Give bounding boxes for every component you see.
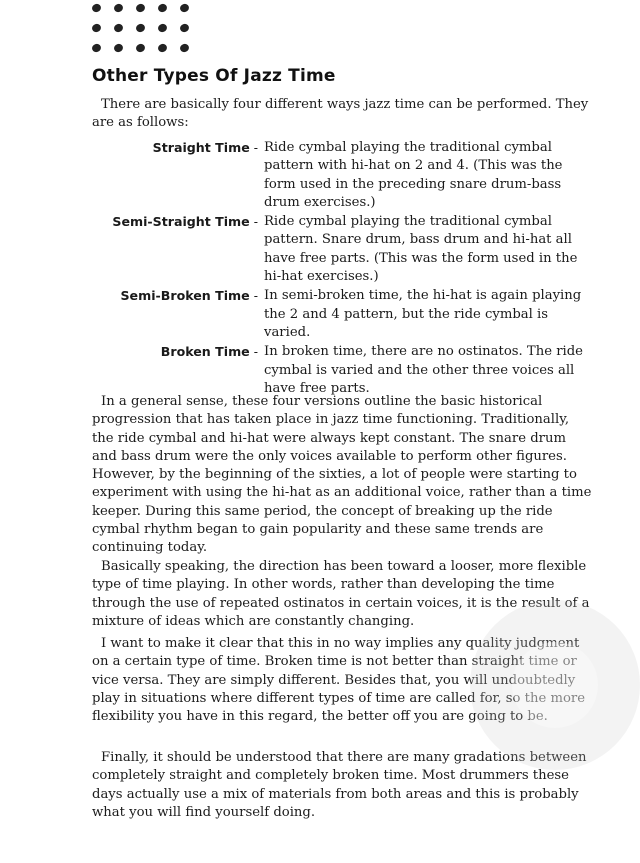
dot <box>91 23 102 34</box>
dot <box>157 43 168 54</box>
term-dash: - <box>253 288 258 304</box>
body-paragraph-2: Basically speaking, the direction has been toward a looser, more flexible type of time playing. In other words, rather than developing the time through the use of repeated ostinatos in certain voices, it is the result of a mixture of ideas which are constantly changing. <box>92 559 590 629</box>
term-label: Semi-Straight Time <box>112 214 250 230</box>
dot <box>113 23 124 34</box>
term-label: Straight Time <box>152 140 250 155</box>
dot <box>91 3 102 14</box>
definition-semi-straight-time <box>92 213 592 286</box>
dot <box>113 43 124 54</box>
body-paragraph-4: Finally, it should be understood that there are many gradations between completely straight and completely broken time. Most drummers these days actually use a mix of materials from both areas and this is probably what you will find yourself doing. <box>92 750 587 820</box>
definition-term <box>92 343 258 398</box>
definition-term <box>92 213 258 286</box>
dot <box>157 3 168 14</box>
dot <box>179 43 190 54</box>
dot <box>179 3 190 14</box>
dot-row <box>92 24 202 32</box>
dot <box>135 43 146 54</box>
dot <box>113 3 124 14</box>
term-dash: - <box>253 214 258 230</box>
dot-row <box>92 44 202 52</box>
term-dash: - <box>253 344 258 360</box>
body-paragraph-1: In a general sense, these four versions outline the basic historical progression that has taken place in jazz time functioning. Traditionally, the ride cymbal and hi-hat were always kept constant. The snare drum and bass drum were the only voices available to perform other figures. However, by the beginning of the sixties, a lot of people were starting to experiment with using the hi-hat as an additional voice, rather than a time keeper. During this same period, the concept of breaking up the ride cymbal rhythm began to gain popularity and these same trends are continuing today. <box>92 394 592 556</box>
decorative-dots <box>92 4 202 64</box>
definition-text: In semi-broken time, the hi-hat is again playing the 2 and 4 pattern, but the ride cymbal is varied. <box>264 288 582 340</box>
definition-term <box>92 287 258 342</box>
body-paragraph-3: I want to make it clear that this in no way implies any quality judgment on a certain type of time. Broken time is not better than straight time or vice versa. They are simply different. Besides that, you will undoubtedly play in situations where different types of time are called for, so the more flexibility you have in this regard, the better off you are going to be. <box>92 636 585 725</box>
dot <box>157 23 168 34</box>
term-label: Semi-Broken Time <box>120 288 250 304</box>
definition-text: In broken time, there are no ostinatos. The ride cymbal is varied and the other three voices all have free parts. <box>264 344 583 396</box>
definition-text: Ride cymbal playing the traditional cymbal pattern with hi-hat on 2 and 4. (This was the form used in the preceding snare drum-bass drum exercises.) <box>264 140 563 210</box>
definition-text: Ride cymbal playing the traditional cymbal pattern. Snare drum, bass drum and hi-hat all have free parts. (This was the form used in the hi-hat exercises.) <box>264 214 578 285</box>
definition-broken-time <box>92 343 592 398</box>
definition-term <box>92 139 258 212</box>
definition-semi-broken-time <box>92 287 592 342</box>
page-title: Other Types Of Jazz Time <box>92 66 336 86</box>
dot <box>179 23 190 34</box>
definition-straight-time <box>92 139 592 212</box>
term-label: Broken Time <box>160 344 250 360</box>
dot <box>91 43 102 54</box>
dot <box>135 23 146 34</box>
intro-paragraph: There are basically four different ways jazz time can be performed. They are as follows: <box>92 97 589 131</box>
term-dash: - <box>253 140 258 155</box>
definition-list <box>92 139 592 399</box>
dot-row <box>92 4 202 12</box>
dot <box>135 3 146 14</box>
